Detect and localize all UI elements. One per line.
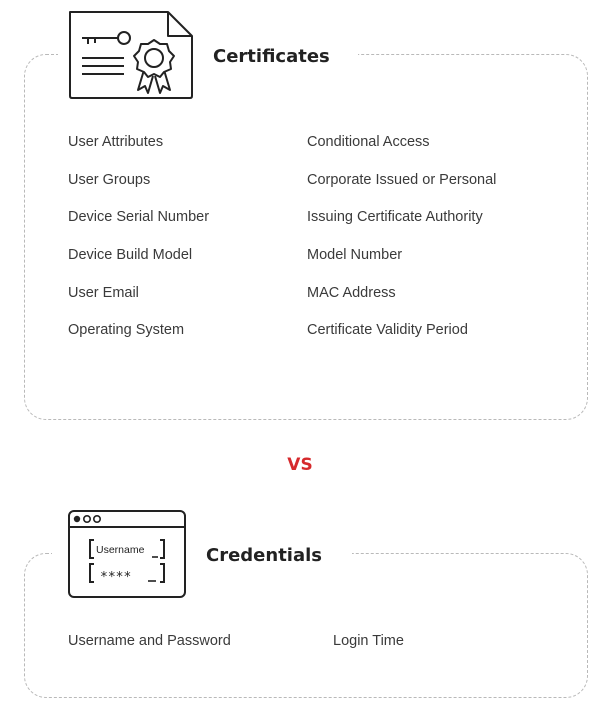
cert-item-user-attributes: User Attributes — [68, 134, 164, 150]
cert-item-user-email: User Email — [68, 285, 139, 301]
cert-item-model-number: Model Number — [307, 247, 403, 263]
certificates-panel — [24, 54, 588, 420]
certificate-icon — [68, 10, 194, 100]
cert-item-issuing-ca: Issuing Certificate Authority — [307, 209, 483, 225]
cert-item-corporate-issued: Corporate Issued or Personal — [307, 172, 497, 188]
cert-item-device-serial-number: Device Serial Number — [68, 209, 210, 225]
vs-label: VS — [287, 455, 313, 475]
cert-item-user-groups: User Groups — [68, 172, 151, 188]
credentials-icon-password: **** — [100, 570, 132, 585]
cred-item-username-password: Username and Password — [68, 633, 231, 649]
credentials-icon-username: Username — [96, 544, 145, 556]
cert-item-validity-period: Certificate Validity Period — [307, 322, 468, 338]
cred-item-login-time: Login Time — [333, 633, 404, 649]
credentials-title: Credentials — [206, 545, 323, 566]
cert-item-device-build-model: Device Build Model — [68, 247, 193, 263]
credentials-window-icon — [68, 510, 188, 602]
cert-item-operating-system: Operating System — [68, 322, 185, 338]
certificates-title: Certificates — [213, 46, 330, 67]
cert-item-conditional-access: Conditional Access — [307, 134, 430, 150]
cert-item-mac-address: MAC Address — [307, 285, 396, 301]
